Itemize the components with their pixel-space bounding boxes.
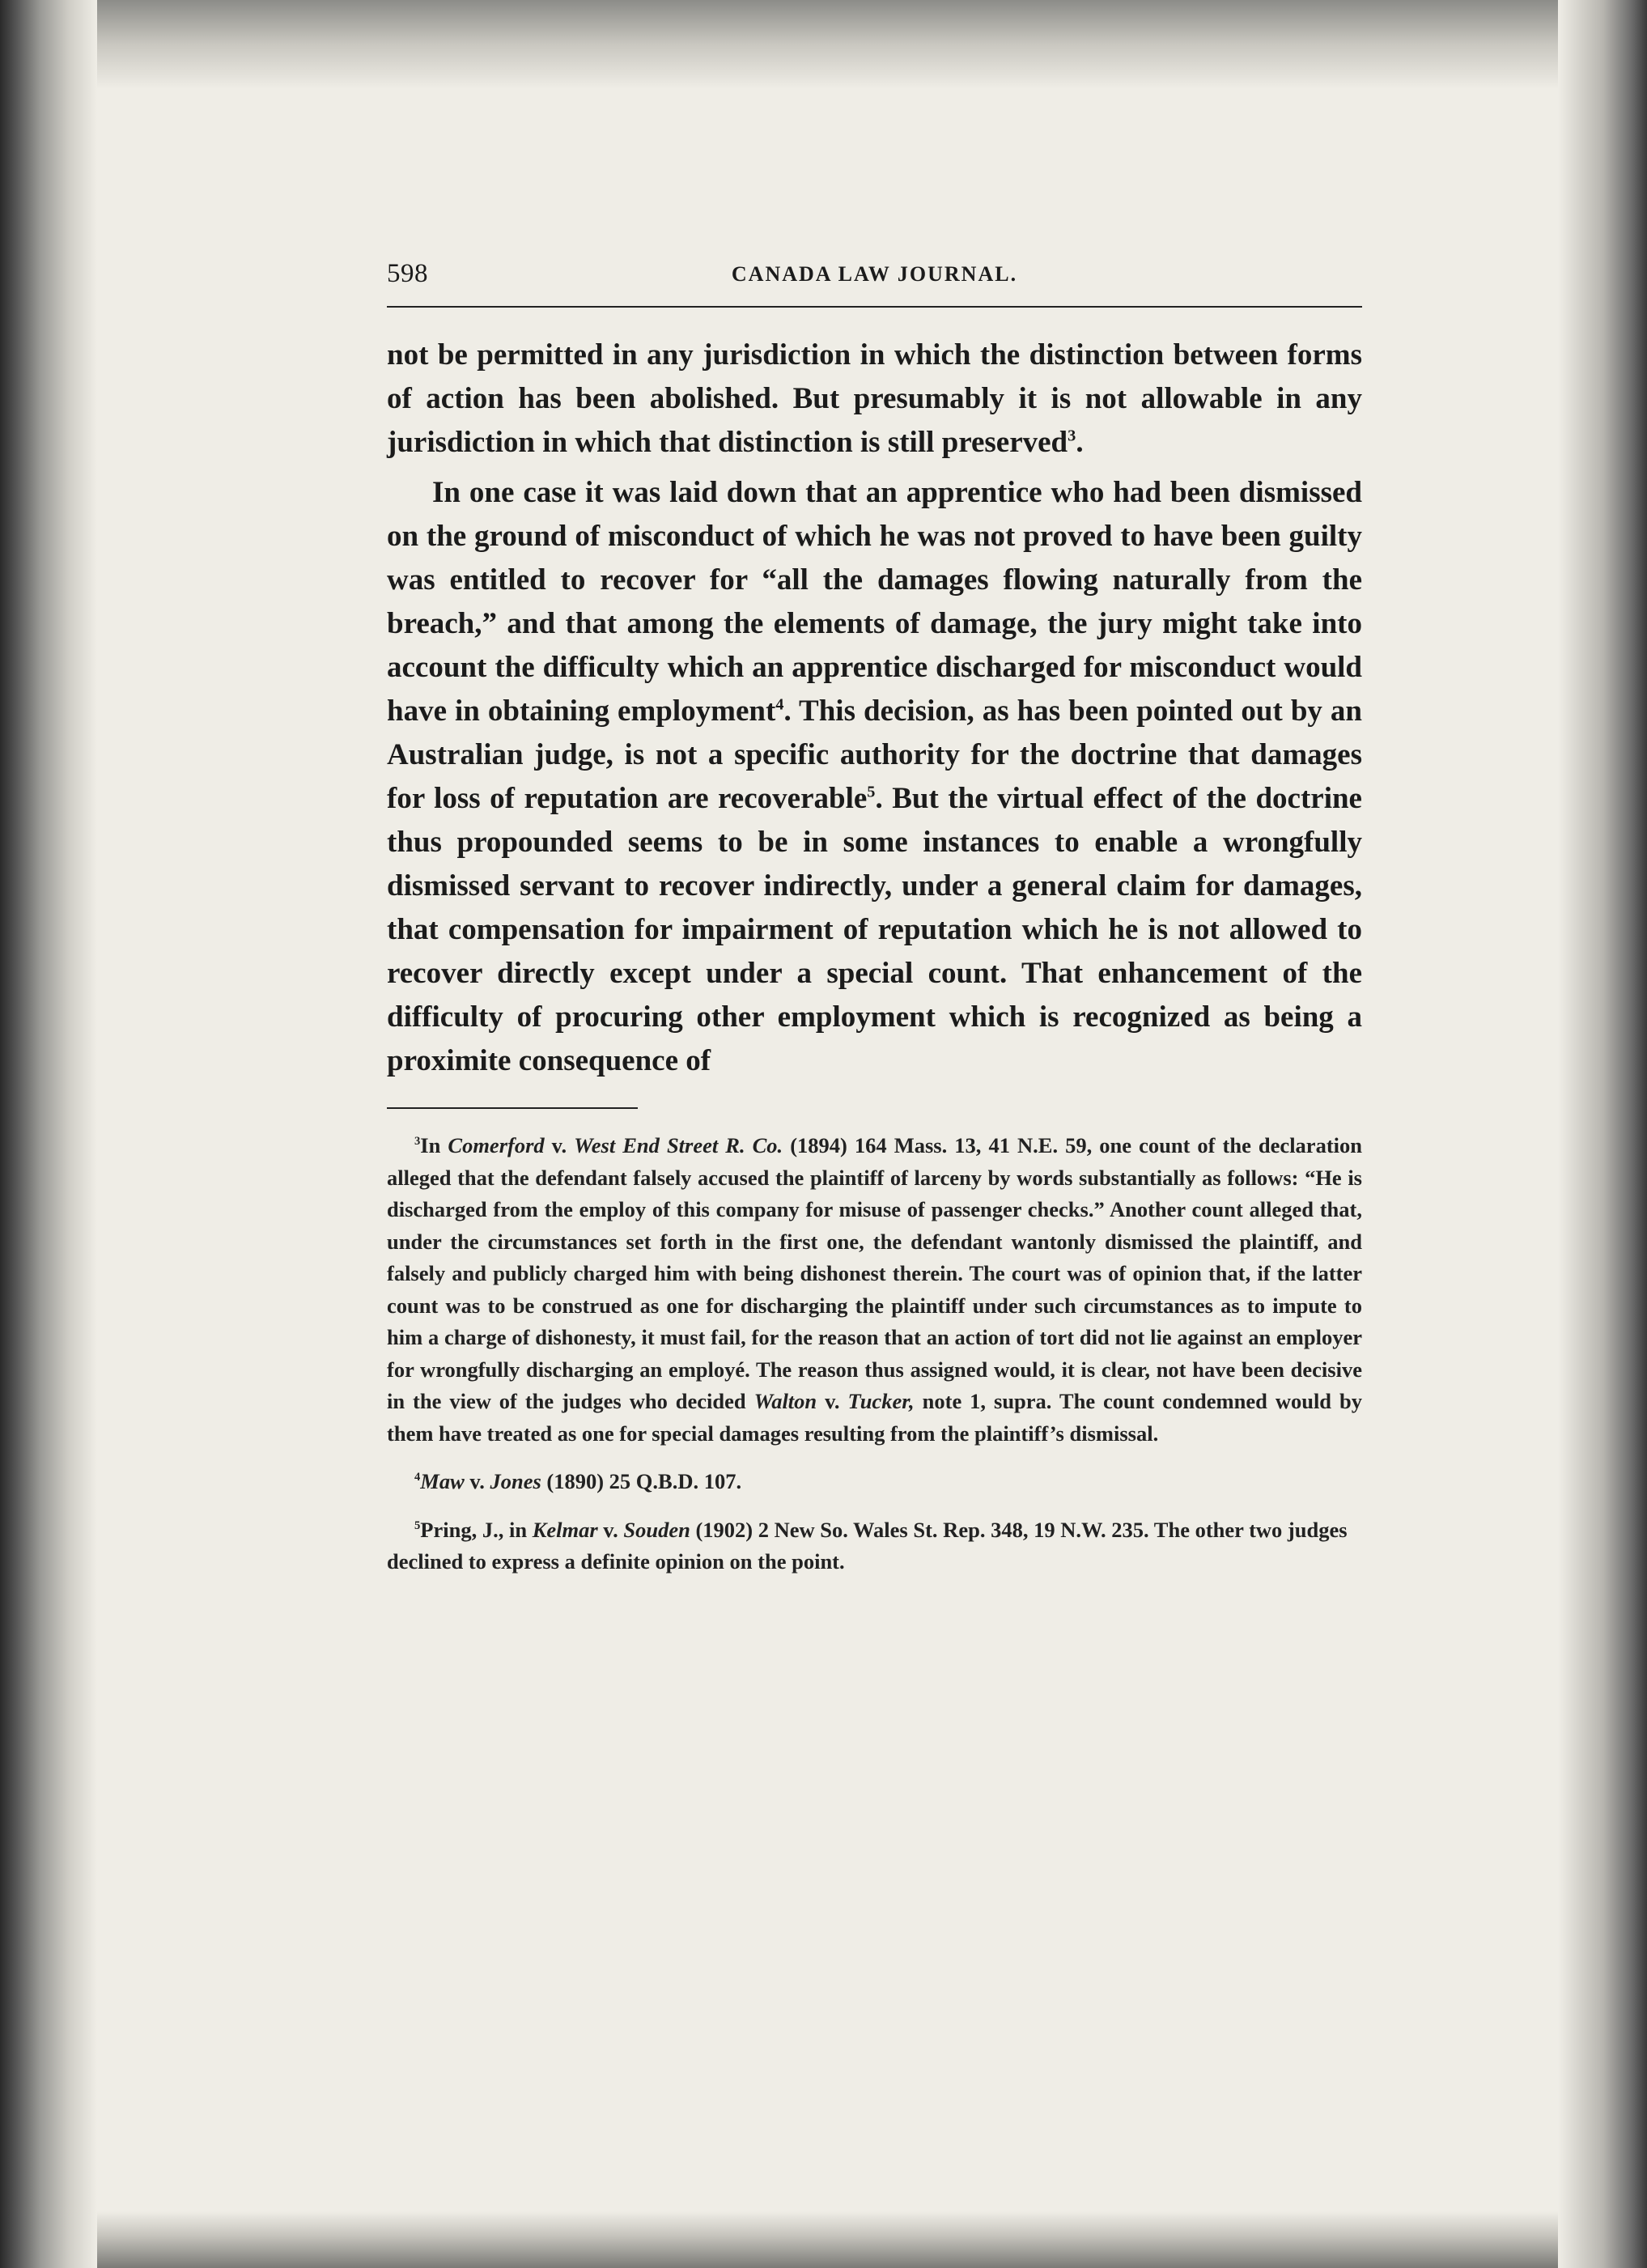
versus: v. <box>544 1133 575 1157</box>
footnote-4-mark: 4 <box>414 1471 421 1484</box>
case-name: Jones <box>490 1469 541 1493</box>
footnote-ref-5: 5 <box>867 783 876 801</box>
paragraph-2-seg3: . But the virtual effect of the doctrine thus propounded seems to be in some instances to enable a wrongfully dismissed servant to recover indirectly, under a general claim for damages, that compensation for impairment of reputation which he is not allowed to recover directly except under a special count. That enhancement of the difficulty of procuring other employment which is recognized as being a proximite consequence of <box>387 782 1362 1077</box>
journal-title: CANADA LAW JOURNAL. <box>731 262 1018 286</box>
case-name: Kelmar <box>532 1517 598 1542</box>
scan-shadow-bottom <box>0 2211 1647 2268</box>
scan-shadow-top <box>0 0 1647 89</box>
main-text <box>387 333 1362 1083</box>
footnotes <box>387 1130 1362 1578</box>
footnote-5-text: (1902) 2 New So. Wales St. Rep. 348, 19 N.W. 235. The other two judges declined to express a definite opinion on the point. <box>387 1517 1348 1574</box>
footnote-rule <box>387 1107 638 1109</box>
scan-binding-edge-right <box>1558 0 1647 2268</box>
case-name: Walton <box>753 1389 817 1413</box>
header-rule <box>387 306 1362 308</box>
footnote-4 <box>387 1466 1362 1498</box>
case-name: West End Street R. Co. <box>574 1133 783 1157</box>
footnote-5-mark: 5 <box>414 1518 421 1532</box>
case-name: Souden <box>623 1517 690 1542</box>
versus: v. <box>464 1469 490 1493</box>
case-name: Tucker, <box>847 1389 915 1413</box>
versus: v. <box>817 1389 848 1413</box>
footnote-4-text: (1890) 25 Q.B.D. 107. <box>541 1469 742 1493</box>
footnote-3 <box>387 1130 1362 1450</box>
case-name: Maw <box>420 1469 465 1493</box>
running-head <box>387 259 1362 298</box>
paragraph-1-text: not be permitted in any jurisdiction in which the distinction between forms of action has been abolished. But presumably it is not allowable in any jurisdiction in which that distinction is still preserved <box>387 338 1362 459</box>
footnote-3-mark: 3 <box>414 1135 421 1149</box>
footnote-3-text-2: note 1, supra. The count condemned would by them have treated as one for special damages resulting from the plaintiff’s dismissal. <box>387 1389 1362 1446</box>
paragraph-1-tail: . <box>1076 426 1084 459</box>
scan-binding-edge-left <box>0 0 97 2268</box>
case-name: Comerford <box>448 1133 545 1157</box>
page-number: 598 <box>387 259 428 288</box>
versus: v. <box>597 1517 624 1542</box>
footnote-3-lead: In <box>420 1133 448 1157</box>
paragraph-1 <box>387 333 1362 465</box>
paragraph-2 <box>387 471 1362 1083</box>
footnote-5-lead: Pring, J., in <box>420 1517 533 1542</box>
paragraph-2-seg2: . This decision, as has been pointed out by an Australian judge, is not a specific authority for the doctrine that damages for loss of reputation are recoverable <box>387 694 1362 815</box>
footnote-ref-3: 3 <box>1068 427 1076 445</box>
footnote-5 <box>387 1514 1362 1578</box>
footnote-3-text: (1894) 164 Mass. 13, 41 N.E. 59, one count of the declaration alleged that the defendant falsely accused the plaintiff of larceny by words substantially as follows: “He is discharged from the employ of this company for misuse of passenger checks.” Another count alleged that, under the circumstances set forth in the first one, the defendant wantonly dismissed the plaintiff, and falsely and publicly charged him with being dishonest therein. The court was of opinion that, if the latter count was to be construed as one for discharging the plaintiff under such circumstances as to impute to him a charge of dishonesty, it must fail, for the reason that an action of tort did not lie against an employer for wrongfully discharging an employé. The reason thus assigned would, it is clear, not have been decisive in the view of the judges who decided <box>387 1133 1362 1413</box>
book-page <box>387 259 1362 1595</box>
paragraph-2-seg1: In one case it was laid down that an apprentice who had been dismissed on the ground of misconduct of which he was not proved to have been guilty was entitled to recover for “all the damages flowing naturally from the breach,” and that among the elements of damage, the jury might take into account the difficulty which an apprentice discharged for misconduct would have in obtaining employment <box>387 476 1362 728</box>
footnote-ref-4: 4 <box>775 695 784 714</box>
